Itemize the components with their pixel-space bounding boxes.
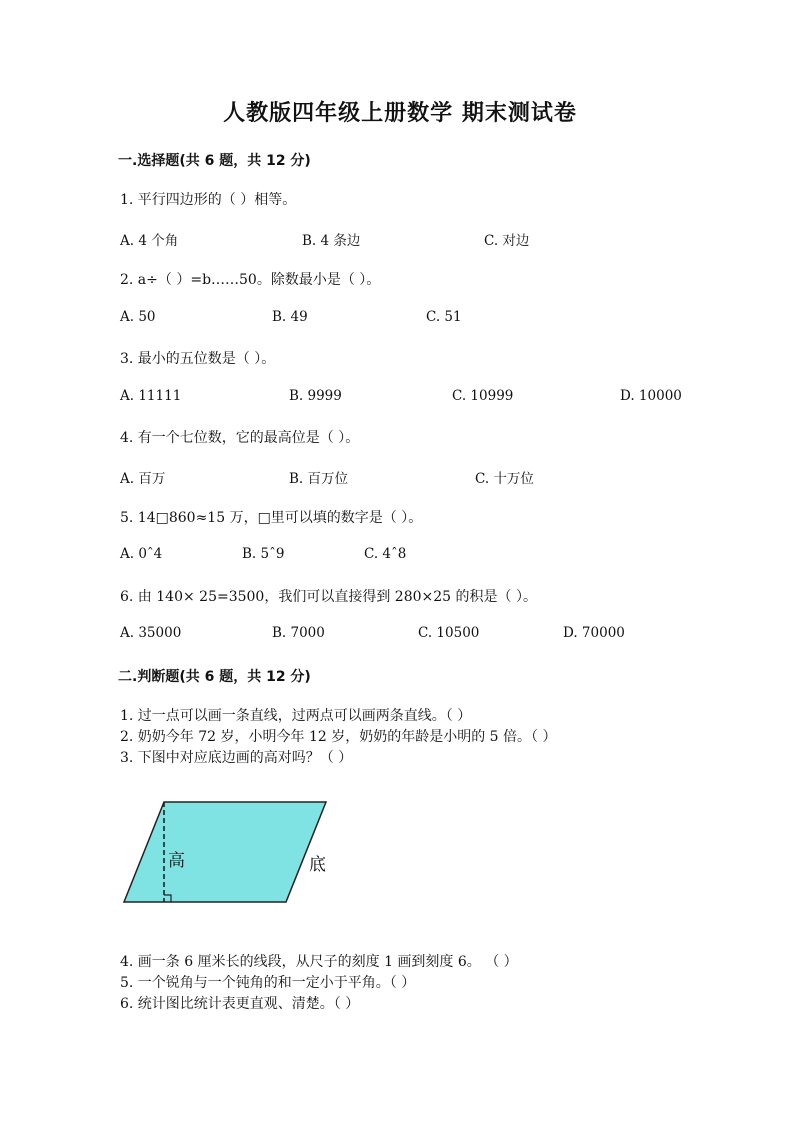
option-a: A. 50 bbox=[120, 309, 156, 325]
question-2: 2. a÷（ ）=b……50。除数最小是（ ）。 bbox=[120, 272, 381, 288]
parallelogram-shape bbox=[124, 802, 326, 902]
option-c: C. 4ˆ8 bbox=[364, 546, 407, 562]
question-1: 1. 平行四边形的（ ）相等。 bbox=[120, 192, 297, 208]
tf-item-4: 4. 画一条 6 厘米长的线段，从尺子的刻度 1 画到刻度 6。 （ ） bbox=[120, 954, 518, 970]
base-label: 底 bbox=[309, 855, 326, 875]
parallelogram-diagram bbox=[120, 798, 335, 908]
option-c: C. 10999 bbox=[452, 388, 514, 404]
page-title: 人教版四年级上册数学 期末测试卷 bbox=[223, 101, 577, 126]
question-3: 3. 最小的五位数是（ ）。 bbox=[120, 351, 276, 367]
section-heading-choice: 一.选择题(共 6 题，共 12 分) bbox=[118, 153, 311, 169]
question-6: 6. 由 140× 25=3500，我们可以直接得到 280×25 的积是（ ）。 bbox=[120, 589, 537, 605]
tf-item-2: 2. 奶奶今年 72 岁，小明今年 12 岁，奶奶的年龄是小明的 5 倍。（ ） bbox=[120, 729, 557, 745]
parallelogram-figure bbox=[120, 798, 335, 908]
option-b: B. 百万位 bbox=[289, 471, 349, 487]
height-label: 高 bbox=[168, 851, 185, 871]
tf-item-5: 5. 一个锐角与一个钝角的和一定小于平角。（ ） bbox=[120, 975, 416, 991]
option-c: C. 10500 bbox=[418, 625, 480, 641]
option-d: D. 70000 bbox=[563, 625, 625, 641]
option-d: D. 10000 bbox=[620, 388, 682, 404]
option-a: A. 4 个角 bbox=[120, 233, 179, 249]
option-c: C. 十万位 bbox=[475, 471, 534, 487]
option-b: B. 7000 bbox=[272, 625, 325, 641]
option-a: A. 百万 bbox=[120, 471, 166, 487]
question-5: 5. 14□860≈15 万，□里可以填的数字是（ ）。 bbox=[120, 510, 423, 526]
tf-item-6: 6. 统计图比统计表更直观、清楚。（ ） bbox=[120, 996, 360, 1012]
option-c: C. 对边 bbox=[484, 233, 530, 249]
option-b: B. 9999 bbox=[289, 388, 342, 404]
option-a: A. 35000 bbox=[120, 625, 182, 641]
option-a: A. 0ˆ4 bbox=[120, 546, 163, 562]
option-b: B. 5ˆ9 bbox=[242, 546, 285, 562]
question-4: 4. 有一个七位数，它的最高位是（ ）。 bbox=[120, 430, 360, 446]
tf-item-1: 1. 过一点可以画一条直线，过两点可以画两条直线。（ ） bbox=[120, 708, 472, 724]
option-b: B. 49 bbox=[272, 309, 308, 325]
option-c: C. 51 bbox=[426, 309, 462, 325]
option-b: B. 4 条边 bbox=[302, 233, 361, 249]
tf-item-3: 3. 下图中对应底边画的高对吗？（ ） bbox=[120, 750, 353, 766]
option-a: A. 11111 bbox=[120, 388, 182, 404]
section-heading-true-false: 二.判断题(共 6 题，共 12 分) bbox=[118, 669, 311, 685]
